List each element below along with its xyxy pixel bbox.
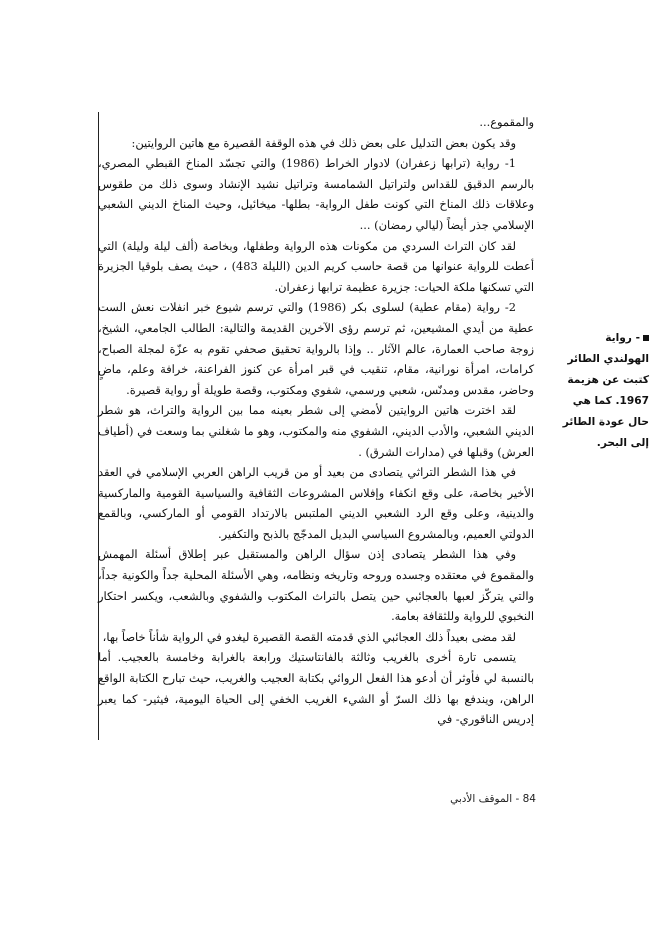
paragraph-1: والمقموع...: [479, 115, 534, 129]
paragraph-8: وفي هذا الشطر يتصادى إذن سؤال الراهن والمستقبل عبر إطلاق أسئلة المهمش والمقموع في معتقده وجسده وروحه وتاريخه ونظامه، وهي الأسئلة المحلية جداً والكونية جداً، والتي يتركّز لعبها بالعجائبي حين يتصل بالتراث المكتوب والشفوي وبالشعب، ويكسر احتكار النخبوي للرواية وللثقافة بعامة.: [98, 547, 534, 624]
paragraph-10: يتسمى تارة أخرى بالغريب وثالثة بالفانتاستيك ورابعة بالغرابة وخامسة بالعجيب. أما بالنسبة لي فأوثر أن أدعو هذا الفعل الروائي بكتابة العجيب والغريب، حيث تبارح الكتابة الواقع الراهن، ويندفع بها ذلك السرّ أو الشيء الغريب الخفي إلى الحياة اليومية، فيثير- كما يعبر إدريس الناقوري- في: [98, 650, 534, 727]
paragraph-2: وقد يكون بعض التدليل على بعض ذلك في هذه الوقفة القصيرة مع هاتين الروايتين:: [131, 135, 516, 150]
article-column: [98, 112, 534, 730]
paragraph-6: لقد اخترت هاتين الروايتين لأمضي إلى شطر بعينه مما بين الرواية والتراث، هو شطر الديني الشعبي، والأدب الديني، الشفوي منه والمكتوب، وهو ما شغلني بما وسعت في (أطياف العرش) وقبلها في (مدارات الشرق) .: [98, 403, 534, 459]
paragraph-4: لقد كان التراث السردي من مكونات هذه الرواية وطفلها، وبخاصة (ألف ليلة وليلة) التي أعطت للرواية عنوانها من قصة حاسب كريم الدين (الليلة 483) ، حيث يصف بلوقيا الجزيرة التي تسكنها ملكة الحيات: جزيرة عظيمة ترابها زعفران.: [98, 238, 534, 294]
square-bullet-icon: [643, 335, 649, 341]
paragraph-7: في هذا الشطر التراثي يتصادى من بعيد أو من قريب الراهن العربي الإسلامي في العقد الأخير بخاصة، على وقع انكفاء وإفلاس المشروعات الثقافية والسياسية القومية والماركسية والدينية، وعلى وقع الرد الشعبي الديني الملتبس بالارتداد القومي أو الماركسي، وبالقمع الدولتي العميم، وبالمشروع السياسي البديل المدجّج بالذبح والتكفير.: [98, 465, 534, 541]
page-number-label: 84 - الموقف الأدبي: [450, 793, 536, 805]
paragraph-9: لقد مضى بعيداً ذلك العجائبي الذي قدمته القصة القصيرة ليغدو في الرواية شأناً خاصاً بها،: [102, 629, 516, 644]
paragraph-3: 1- رواية (ترابها زعفران) لادوار الخراط (1986) والتي تجسّد المناخ القبطي المصري، بالرسم الدقيق للقداس ولتراتيل الشمامسة وتراتيل نشيد الإنشاد وسوى ذلك من طقوس وعلاقات ذلك المناخ التي كونت طفل الرواية- بطلها- ميخائيل، وحيث المناخ الديني الشعبي الإسلامي جذر أيضاً (ليالي رمضان) ...: [98, 156, 534, 232]
paragraph-5: 2- رواية (مقام عطية) لسلوى بكر (1986) والتي ترسم شيوع خبر انفلات نعش الست عطية من أيدي المشيعين، ثم ترسم رؤى الآخرين القديمة والتالية: الطالب الجامعي، الشيخ، زوجة صاحب العمارة، عالم الآثار .. وإذا بالرواية تحقيق صحفي تقوم به عزّة لمجلة الصباح، كرامات، امرأة نورانية، مقام، تنقيب في قبر امرأة عن كنوز الفراعنة، خرافة وعلم، ماضٍ وحاضر، مقدس ومدنّس، شعبي ورسمي، شفوي ومكتوب، وقصة طويلة أو رواية قصيرة.: [98, 300, 534, 397]
page-footer: [450, 793, 536, 805]
sidebar-pullquote: [557, 328, 649, 454]
pullquote-text: - رواية الهولندي الطائر كتبت عن هزيمة 1967. كما هي حال عودة الطائر إلى البحر.: [562, 332, 649, 449]
